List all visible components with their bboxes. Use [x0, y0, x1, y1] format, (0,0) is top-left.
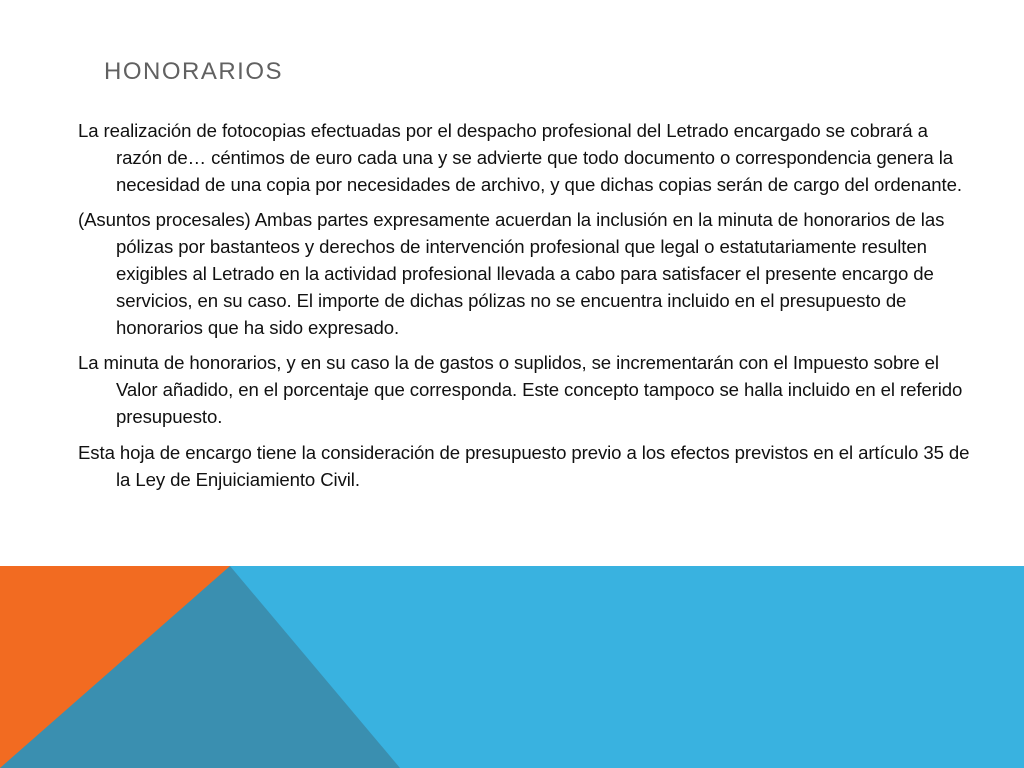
slide-body	[78, 118, 978, 502]
paragraph-fotocopias: La realización de fotocopias efectuadas por el despacho profesional del Letrado encargado se cobrará a razón de… céntimos de euro cada una y se advierte que todo documento o correspondencia genera la necesidad de una copia por necesidades de archivo, y que dichas copias serán de cargo del ordenante.	[78, 120, 962, 195]
paragraph-minuta-iva: La minuta de honorarios, y en su caso la de gastos o suplidos, se incrementarán con el Impuesto sobre el Valor añadido, en el porcentaje que corresponda. Este concepto tampoco se halla incluido en el referido presupuesto.	[78, 352, 963, 427]
paragraph-presupuesto-previo: Esta hoja de encargo tiene la consideración de presupuesto previo a los efectos previstos en el artículo 35 de la Ley de Enjuiciamiento Civil.	[78, 441, 970, 490]
slide-title: HONORARIOS	[104, 58, 284, 85]
paragraph-asuntos-procesales: (Asuntos procesales) Ambas partes expresamente acuerdan la inclusión en la minuta de honorarios de las pólizas por bastanteos y derechos de intervención profesional que legal o estatutariamente resulten exigibles al Letrado en la actividad profesional llevada a cabo para satisfacer el presente encargo de servicios, en su caso. El importe de dichas pólizas no se encuentra incluido en el presupuesto de honorarios que ha sido expresado.	[78, 209, 945, 338]
footer-decoration	[0, 566, 1024, 768]
